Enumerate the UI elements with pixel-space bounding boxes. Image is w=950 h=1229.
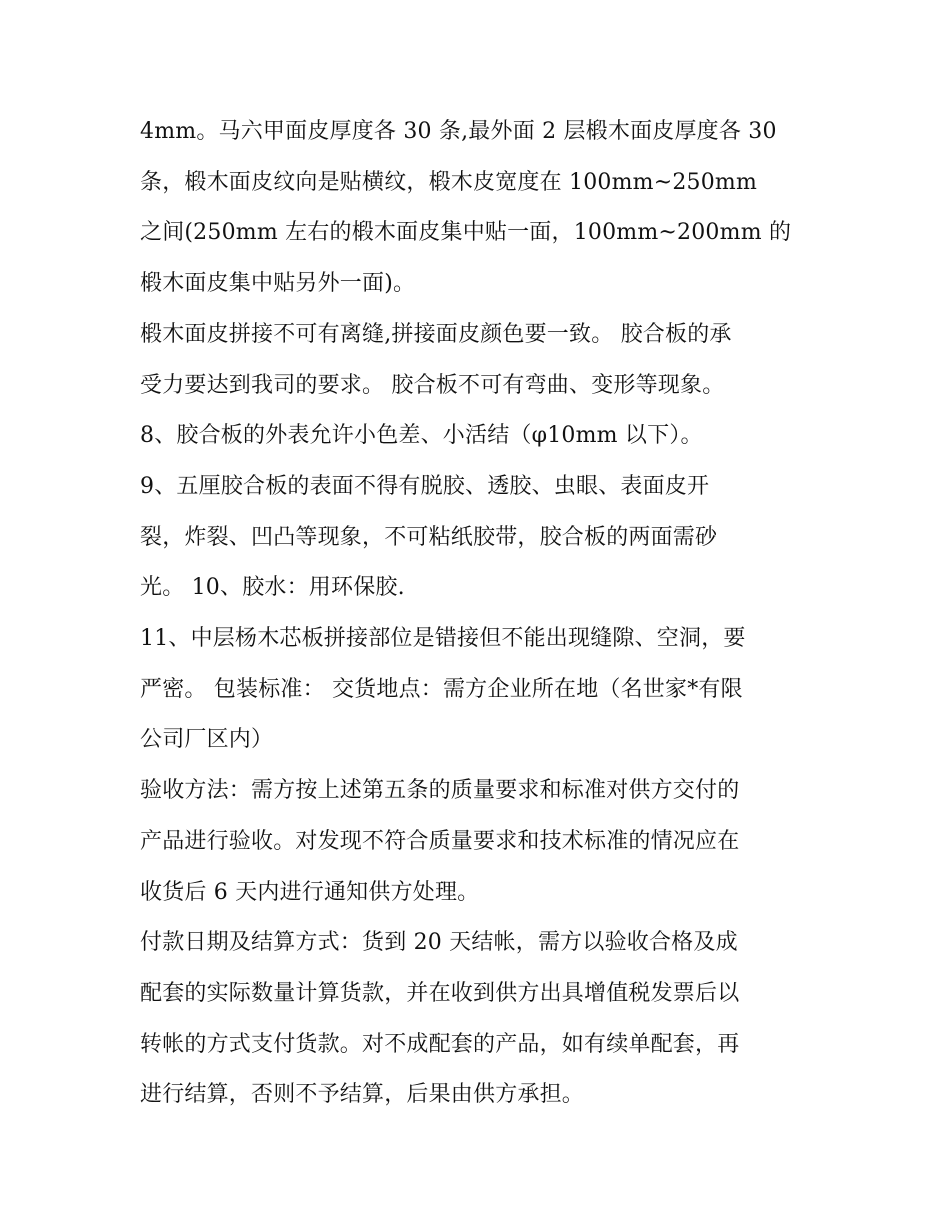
paragraph-item-11 bbox=[140, 614, 820, 766]
text-line: 收货后 6 天内进行通知供方处理。 bbox=[140, 879, 480, 905]
text-line: 4mm。马六甲面皮厚度各 30 条,最外面 2 层椴木面皮厚度各 30 bbox=[140, 119, 777, 144]
paragraph-item-9 bbox=[140, 462, 820, 614]
paragraph-item-8 bbox=[140, 411, 820, 462]
text-line: 9、五厘胶合板的表面不得有脱胶、透胶、虫眼、表面皮开 bbox=[140, 473, 710, 499]
document-page bbox=[140, 107, 820, 1121]
text-line: 椴木面皮拼接不可有离缝,拼接面皮颜色要一致。 胶合板的承 bbox=[140, 321, 732, 347]
text-line: 严密。 包装标准： 交货地点：需方企业所在地（名世家*有限 bbox=[140, 676, 743, 702]
text-line: 转帐的方式支付货款。对不成配套的产品，如有续单配套，再 bbox=[140, 1031, 740, 1057]
text-line: 裂，炸裂、凹凸等现象，不可粘纸胶带，胶合板的两面需砂 bbox=[140, 524, 718, 550]
paragraph-splicing bbox=[140, 310, 820, 411]
text-line: 付款日期及结算方式：货到 20 天结帐，需方以验收合格及成 bbox=[140, 930, 738, 956]
text-line: 配套的实际数量计算货款，并在收到供方出具增值税发票后以 bbox=[140, 980, 740, 1006]
paragraph-spec-continued bbox=[140, 107, 820, 310]
paragraph-payment bbox=[140, 918, 820, 1121]
text-line: 8、胶合板的外表允许小色差、小活结（φ10mm 以下）。 bbox=[140, 423, 703, 449]
text-line: 条，椴木面皮纹向是贴横纹，椴木皮宽度在 100mm~250mm bbox=[140, 169, 758, 195]
text-line: 光。 10、胶水：用环保胶. bbox=[140, 575, 405, 601]
text-line: 椴木面皮集中贴另外一面)。 bbox=[140, 271, 416, 297]
text-line: 进行结算，否则不予结算，后果由供方承担。 bbox=[140, 1082, 585, 1108]
text-line: 验收方法：需方按上述第五条的质量要求和标准对供方交付的 bbox=[140, 778, 740, 804]
text-line: 之间(250mm 左右的椴木面皮集中贴一面，100mm~200mm 的 bbox=[140, 220, 792, 246]
paragraph-acceptance bbox=[140, 766, 820, 918]
text-line: 受力要达到我司的要求。 胶合板不可有弯曲、变形等现象。 bbox=[140, 372, 725, 398]
text-line: 产品进行验收。对发现不符合质量要求和技术标准的情况应在 bbox=[140, 828, 740, 854]
text-line: 11、中层杨木芯板拼接部位是错接但不能出现缝隙、空洞，要 bbox=[140, 626, 746, 652]
text-line: 公司厂区内） bbox=[140, 727, 274, 753]
